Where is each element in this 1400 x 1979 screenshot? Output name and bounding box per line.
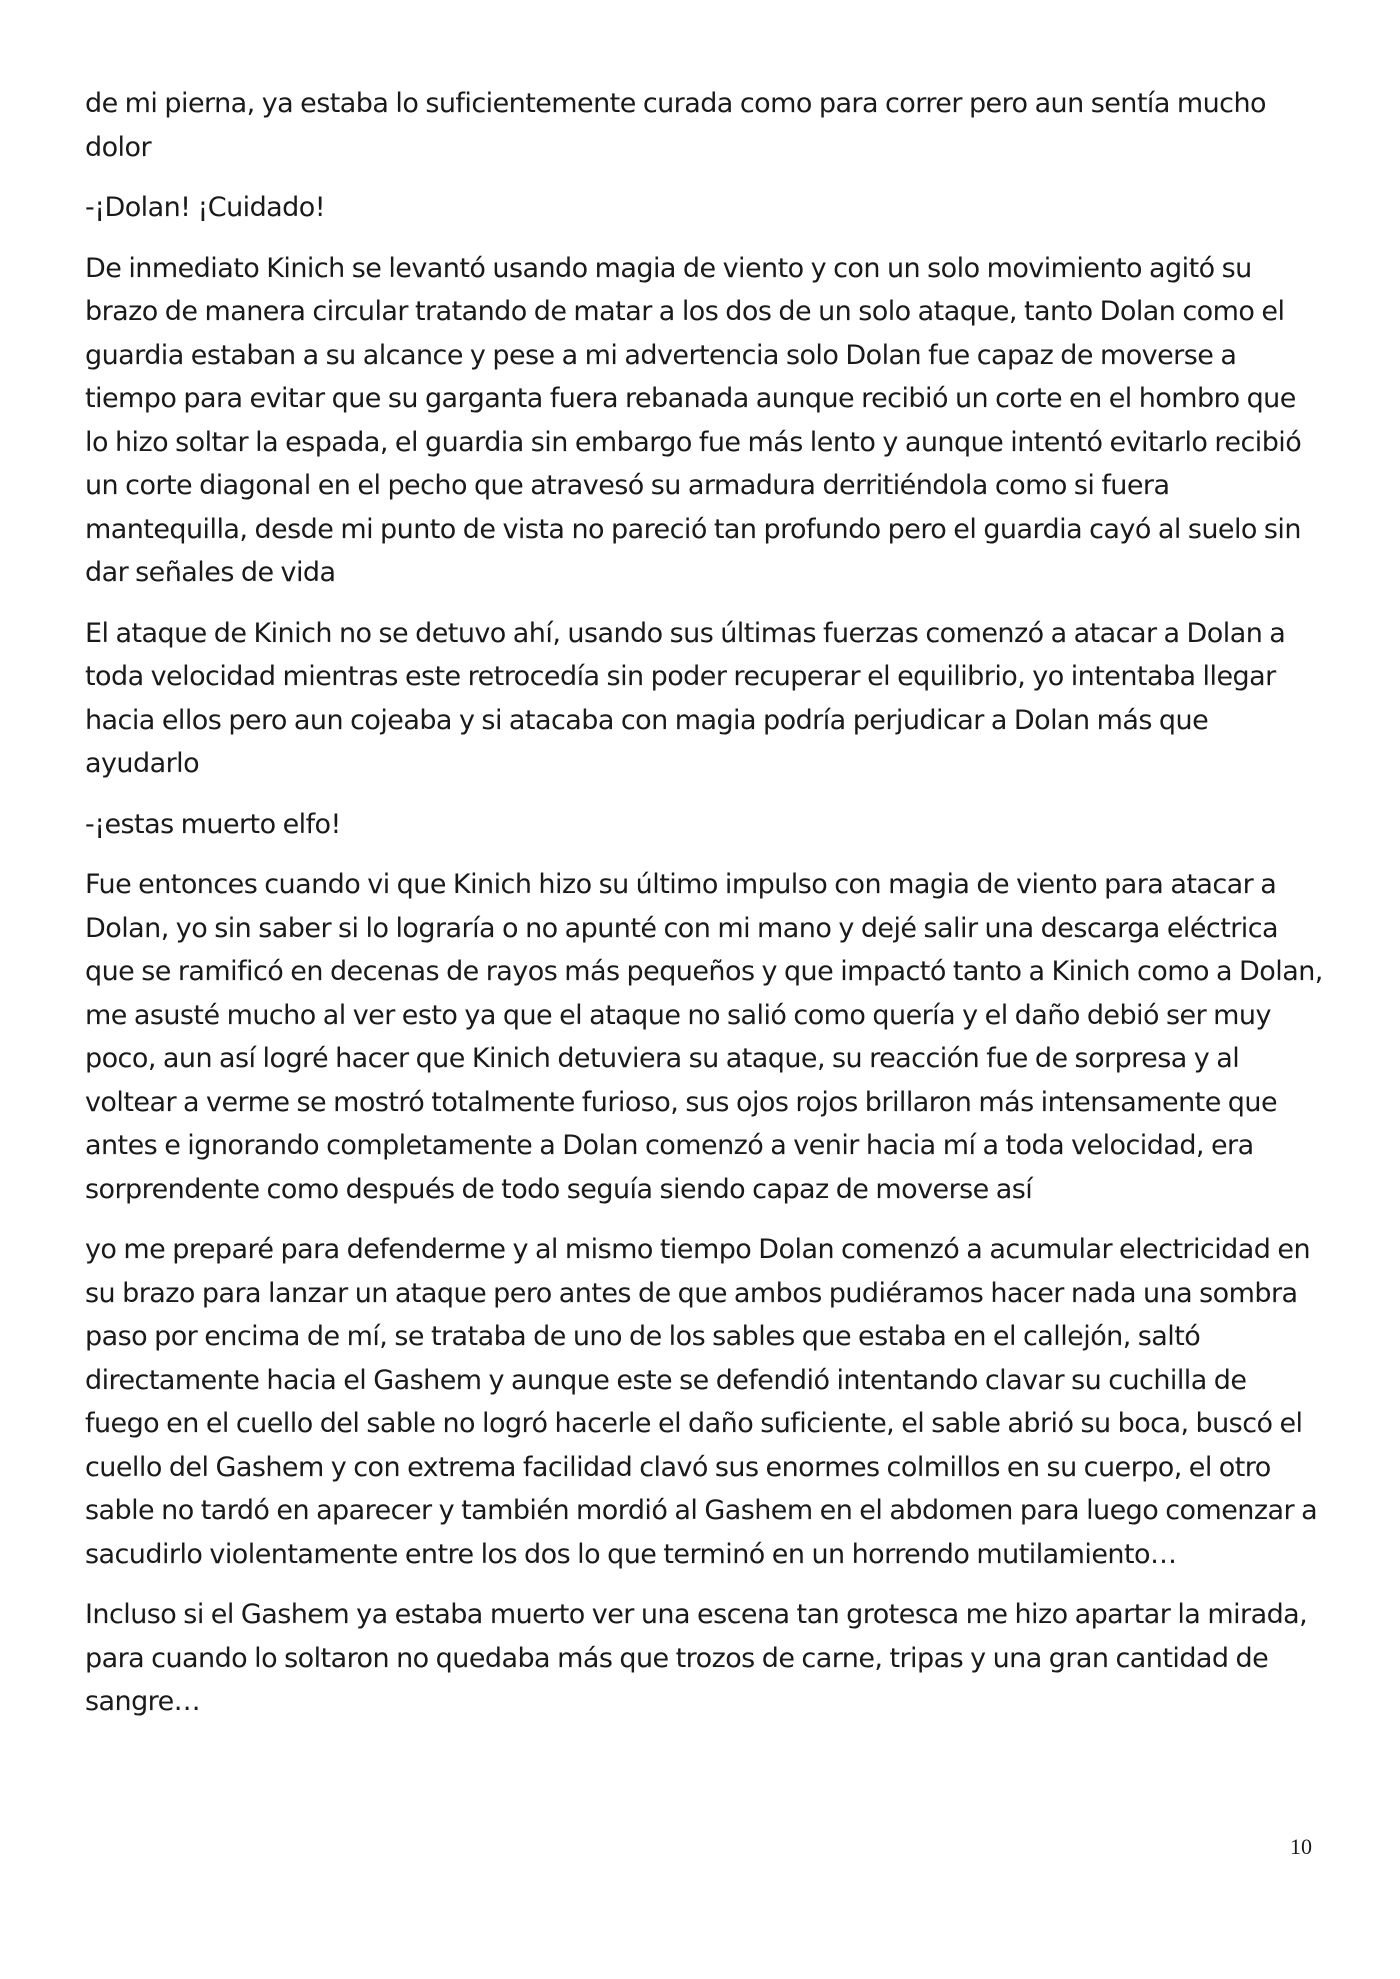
paragraph: De inmediato Kinich se levantó usando magia de viento y con un solo movimiento agitó su brazo de manera circular tratando de matar a los dos de un solo ataque, tanto Dolan como el guardia estaban a su alcance y pese a mi advertencia solo Dolan fue capaz de moverse a tiempo para evitar que su garganta fuera rebanada aunque recibió un corte en el hombro que lo hizo soltar la espada, el guardia sin embargo fue más lento y aunque intentó evitarlo recibió un corte diagonal en el pecho que atravesó su armadura derritiéndola como si fuera mantequilla, desde mi punto de vista no pareció tan profundo pero el guardia cayó al suelo sin dar señales de vida (85, 252, 1302, 588)
paragraph: de mi pierna, ya estaba lo suficientemente curada como para correr pero aun sentía mucho dolor (85, 88, 1267, 163)
page-number: 10 (1290, 1834, 1312, 1859)
paragraph: -¡Dolan! ¡Cuidado! (85, 192, 325, 223)
paragraph: yo me preparé para defenderme y al mismo tiempo Dolan comenzó a acumular electricidad en su brazo para lanzar un ataque pero antes de que ambos pudiéramos hacer nada una sombra paso por encima de mí, se trataba de uno de los sables que estaba en el callejón, saltó directamente hacia el Gashem y aunque este se defendió intentando clavar su cuchilla de fuego en el cuello del sable no logró hacerle el daño suficiente, el sable abrió su boca, buscó el cuello del Gashem y con extrema facilidad clavó sus enormes colmillos en su cuerpo, el otro sable no tardó en aparecer y también mordió al Gashem en el abdomen para luego comenzar a sacudirlo violentamente entre los dos lo que terminó en un horrendo mutilamiento… (85, 1234, 1318, 1570)
paragraph: Fue entonces cuando vi que Kinich hizo su último impulso con magia de viento para atacar a Dolan, yo sin saber si lo lograría o no apunté con mi mano y dejé salir una descarga eléctrica que se ramificó en decenas de rayos más pequeños y que impactó tanto a Kinich como a Dolan, me asusté mucho al ver esto ya que el ataque no salió como quería y el daño debió ser muy poco, aun así logré hacer que Kinich detuviera su ataque, su reacción fue de sorpresa y al voltear a verme se mostró totalmente furioso, sus ojos rojos brillaron más intensamente que antes e ignorando completamente a Dolan comenzó a venir hacia mí a toda velocidad, era sorprendente como después de todo seguía siendo capaz de moverse así (85, 869, 1323, 1205)
paragraph: Incluso si el Gashem ya estaba muerto ver una escena tan grotesca me hizo apartar la mirada, para cuando lo soltaron no quedaba más que trozos de carne, tripas y una gran cantidad de sangre… (85, 1599, 1308, 1717)
paragraph: El ataque de Kinich no se detuvo ahí, usando sus últimas fuerzas comenzó a atacar a Dolan a toda velocidad mientras este retrocedía sin poder recuperar el equilibrio, yo intentaba llegar hacia ellos pero aun cojeaba y si atacaba con magia podría perjudicar a Dolan más que ayudarlo (85, 617, 1286, 779)
body-text (85, 82, 1325, 1741)
paragraph: -¡estas muerto elfo! (85, 808, 341, 840)
